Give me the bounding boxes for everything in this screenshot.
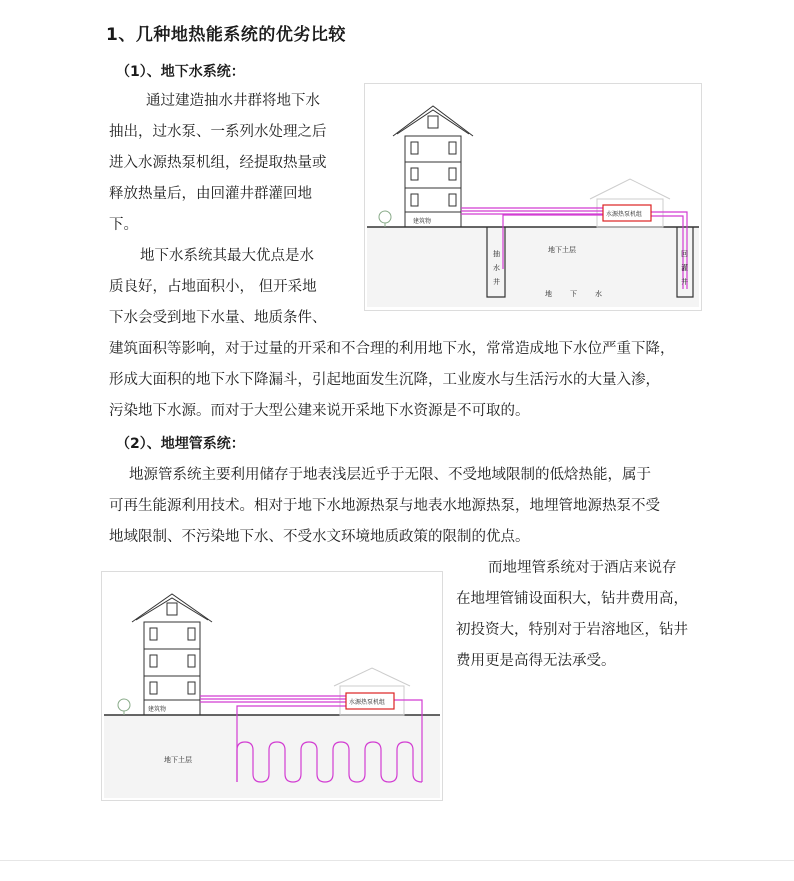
subsection-title-ground-loop: （2）、地埋管系统： <box>116 436 245 452</box>
ground-loop-system-figure <box>101 571 443 801</box>
return-well-label: 回 <box>681 250 688 258</box>
pump-well-label: 井 <box>493 278 500 286</box>
groundwater-label: 地 <box>545 290 552 298</box>
subsection-title-groundwater: （1）、地下水系统： <box>116 64 245 80</box>
paragraph-line: 下。 <box>109 217 138 233</box>
paragraph-line: 释放热量后，由回灌井群灌回地 <box>109 186 312 202</box>
soil-area <box>367 227 699 307</box>
unit-label: 水源热泵机组 <box>606 211 643 218</box>
paragraph-line: 在地埋管铺设面积大，钻井费用高， <box>456 591 688 607</box>
paragraph-line: 抽出，过水泵、一系列水处理之后 <box>109 124 327 140</box>
paragraph-line: 地源管系统主要利用储存于地表浅层近乎于无限、不受地域限制的低焓热能，属于 <box>129 467 651 483</box>
paragraph-line: 地下水系统其最大优点是水 <box>140 248 314 264</box>
tree-icon <box>118 699 130 715</box>
paragraph-line: 费用更是高得无法承受。 <box>456 653 616 669</box>
paragraph-line: 下水会受到地下水量、地质条件、 <box>109 310 327 326</box>
paragraph-line: 而地埋管系统对于酒店来说存 <box>488 560 677 576</box>
page-bottom-rule <box>0 860 794 861</box>
tree-icon <box>379 211 391 227</box>
soil-area <box>104 715 440 798</box>
section-heading: 1、几种地热能系统的优劣比较 <box>106 25 346 45</box>
return-well-label: 井 <box>681 278 688 286</box>
soil-label: 地下土层 <box>164 756 192 764</box>
pump-well-label: 水 <box>493 264 500 272</box>
unit-label: 水源热泵机组 <box>349 699 386 706</box>
building-label: 建筑物 <box>413 218 432 225</box>
return-well-label: 灌 <box>681 264 688 272</box>
paragraph-line: 质良好，占地面积小， 但开采地 <box>109 279 317 295</box>
groundwater-system-figure <box>364 83 702 311</box>
paragraph-line: 进入水源热泵机组，经提取热量或 <box>109 155 327 171</box>
building-icon <box>393 106 473 227</box>
paragraph-line: 可再生能源利用技术。相对于地下水地源热泵与地表水地源热泵，地埋管地源热泵不受 <box>109 498 660 514</box>
paragraph-line: 通过建造抽水井群将地下水 <box>146 93 320 109</box>
paragraph-line: 形成大面积的地下水下降漏斗，引起地面发生沉降，工业废水与生活污水的大量入渗， <box>109 372 660 388</box>
groundwater-label: 下 <box>570 290 577 298</box>
pump-well-label: 抽 <box>493 250 500 258</box>
groundwater-diagram <box>365 84 701 310</box>
paragraph-line: 建筑面积等影响，对于过量的开采和不合理的利用地下水，常常造成地下水位严重下降， <box>109 341 675 357</box>
paragraph-line: 初投资大，特别对于岩溶地区，钻井 <box>456 622 688 638</box>
paragraph-line: 污染地下水源。而对于大型公建来说开采地下水资源是不可取的。 <box>109 403 530 419</box>
building-label: 建筑物 <box>148 706 167 713</box>
building-icon <box>132 594 212 715</box>
ground-loop-diagram <box>102 572 442 800</box>
paragraph-line: 地域限制、不污染地下水、不受水文环境地质政策的限制的优点。 <box>109 529 530 545</box>
soil-label: 地下土层 <box>548 246 576 254</box>
groundwater-label: 水 <box>595 290 602 298</box>
